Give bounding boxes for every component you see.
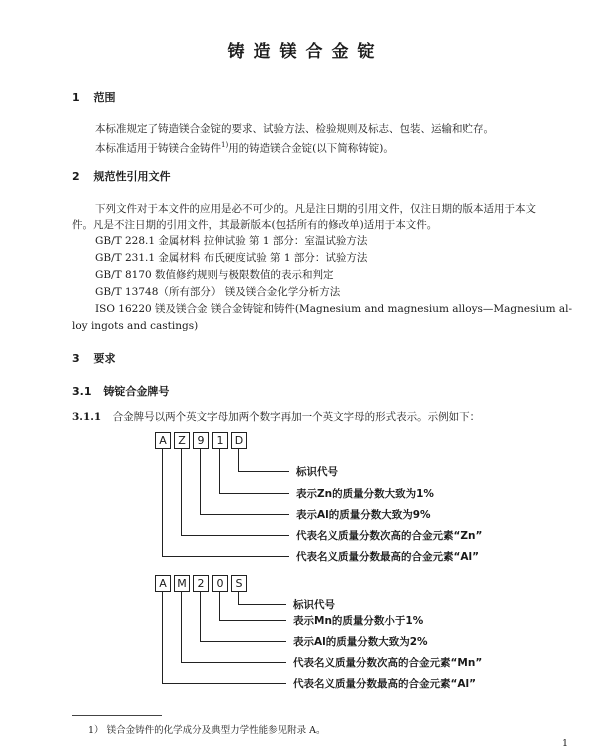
reference-item: GB/T 8170 数值修约规则与极限数值的表示和判定 (95, 269, 334, 281)
leader-line (219, 493, 289, 494)
section-3-1-heading (72, 383, 169, 399)
leader-line (181, 449, 182, 535)
leader-line (181, 592, 182, 662)
reference-item-continuation: loy ingots and castings) (72, 320, 199, 332)
leader-line (200, 449, 201, 514)
leader-line (162, 592, 163, 683)
leader-line (238, 471, 289, 472)
code-char-box: Z (174, 432, 190, 449)
leader-line (162, 683, 286, 684)
reference-item: GB/T 13748（所有部分） 镁及镁合金化学分析方法 (95, 286, 341, 298)
leader-line (219, 592, 220, 620)
section-1-paragraph-2 (95, 138, 394, 156)
designation-label: 表示Al的质量分数大致为2% (293, 636, 428, 648)
section-2-heading (72, 168, 171, 184)
page-number: 1 (562, 738, 569, 749)
code-char-box: D (231, 432, 247, 449)
page-title: 铸造镁合金锭 (227, 42, 384, 62)
designation-label: 代表名义质量分数次高的合金元素“Mn” (293, 657, 483, 669)
designation-label: 标识代号 (293, 599, 335, 611)
leader-line (200, 641, 286, 642)
leader-line (181, 662, 286, 663)
clause-text: 合金牌号以两个英文字母加两个数字再加一个英文字母的形式表示。示例如下： (112, 411, 481, 423)
leader-line (162, 449, 163, 556)
footnote-marker: 1) (221, 141, 229, 149)
section-2-intro-line-1: 下列文件对于本文件的应用是必不可少的。凡是注日期的引用文件，仅注日期的版本适用于本文 (95, 203, 536, 215)
paragraph-text-tail: 用的铸造镁合金锭(以下简称铸锭)。 (228, 142, 394, 155)
code-char-box: A (155, 432, 171, 449)
code-char-box: 1 (212, 432, 228, 449)
leader-line (219, 620, 286, 621)
section-number: 1 (72, 91, 80, 104)
reference-item: GB/T 228.1 金属材料 拉伸试验 第 1 部分：室温试验方法 (95, 235, 368, 247)
section-title: 范围 (93, 91, 116, 104)
section-3-heading (72, 350, 116, 366)
code-char-box: A (155, 575, 171, 592)
leader-line (238, 449, 239, 471)
section-1-heading (72, 89, 116, 105)
leader-line (200, 592, 201, 641)
designation-label: 表示Zn的质量分数大致为1% (296, 488, 434, 500)
leader-line (238, 592, 239, 604)
section-number: 3 (72, 352, 80, 365)
leader-line (162, 556, 289, 557)
footnote: 1） 镁合金铸件的化学成分及典型力学性能参见附录 A。 (88, 725, 326, 736)
code-char-box: 0 (212, 575, 228, 592)
paragraph-text: 本标准适用于铸镁合金铸件 (95, 142, 221, 155)
code-char-box: M (174, 575, 190, 592)
leader-line (181, 535, 289, 536)
section-title: 要求 (93, 352, 116, 365)
leader-line (238, 604, 286, 605)
reference-item: GB/T 231.1 金属材料 布氏硬度试验 第 1 部分：试验方法 (95, 252, 368, 264)
footnote-rule (72, 715, 162, 716)
clause-number: 3.1.1 (72, 411, 102, 423)
designation-label: 代表名义质量分数次高的合金元素“Zn” (296, 530, 483, 542)
leader-line (200, 514, 289, 515)
designation-label: 表示Mn的质量分数小于1% (293, 615, 424, 627)
code-char-box: S (231, 575, 247, 592)
code-char-box: 9 (193, 432, 209, 449)
code-char-box: 2 (193, 575, 209, 592)
section-number: 3.1 (72, 385, 92, 398)
reference-item: ISO 16220 镁及镁合金 镁合金铸锭和铸件(Magnesium and magnesium alloys—Magnesium al- (95, 303, 573, 315)
leader-line (219, 449, 220, 493)
designation-label: 表示Al的质量分数大致为9% (296, 509, 431, 521)
section-title: 铸锭合金牌号 (103, 385, 170, 398)
designation-label: 代表名义质量分数最高的合金元素“Al” (296, 551, 480, 563)
section-title: 规范性引用文件 (93, 170, 171, 183)
section-2-intro-line-2: 件。凡是不注日期的引用文件，其最新版本(包括所有的修改单)适用于本文件。 (72, 219, 438, 231)
designation-label: 标识代号 (296, 466, 338, 478)
designation-label: 代表名义质量分数最高的合金元素“Al” (293, 678, 477, 690)
section-1-paragraph-1: 本标准规定了铸造镁合金锭的要求、试验方法、检验规则及标志、包装、运输和贮存。 (95, 123, 494, 135)
clause-3-1-1 (72, 410, 480, 424)
section-number: 2 (72, 170, 80, 183)
